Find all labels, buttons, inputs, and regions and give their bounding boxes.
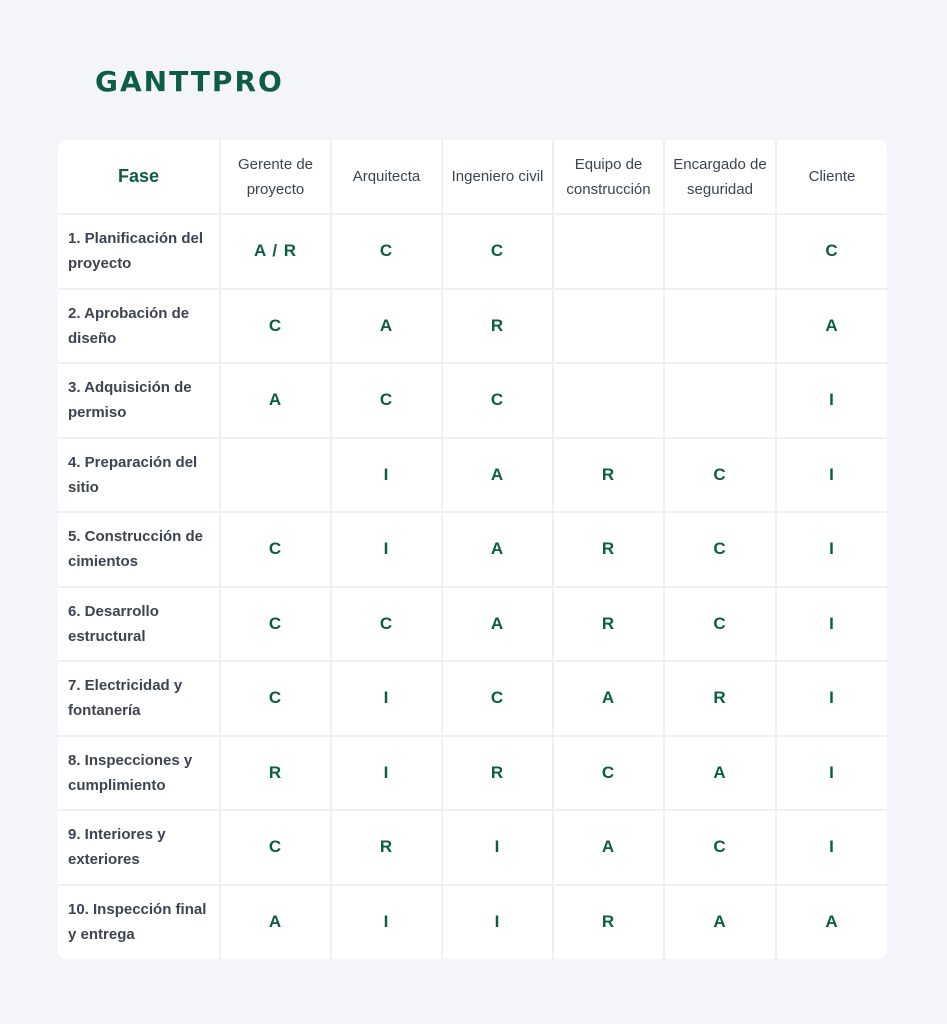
phase-cell: 7. Electricidad y fontanería xyxy=(58,661,220,736)
role-cell-project-manager: C xyxy=(220,587,331,662)
raci-matrix-table xyxy=(58,140,887,959)
phase-cell: 1. Planificación del proyecto xyxy=(58,214,220,289)
table-row xyxy=(58,438,887,513)
role-cell-architect: I xyxy=(331,512,442,587)
ganttpro-logo xyxy=(95,66,284,98)
role-cell-client: A xyxy=(776,885,887,960)
raci-table-card xyxy=(58,140,887,959)
role-cell-construction-team: R xyxy=(553,438,664,513)
table-row xyxy=(58,587,887,662)
header-architect: Arquitecta xyxy=(331,140,442,214)
table-row xyxy=(58,363,887,438)
role-cell-client: C xyxy=(776,214,887,289)
header-civil-engineer: Ingeniero civil xyxy=(442,140,553,214)
role-cell-construction-team: A xyxy=(553,810,664,885)
phase-cell: 8. Inspecciones y cumplimiento xyxy=(58,736,220,811)
role-cell-safety-officer: A xyxy=(664,885,776,960)
role-cell-client: I xyxy=(776,363,887,438)
role-cell-construction-team xyxy=(553,289,664,364)
role-cell-project-manager: C xyxy=(220,810,331,885)
role-cell-client: I xyxy=(776,736,887,811)
role-cell-construction-team: R xyxy=(553,512,664,587)
role-cell-civil-engineer: C xyxy=(442,214,553,289)
role-cell-construction-team: R xyxy=(553,885,664,960)
role-cell-safety-officer: C xyxy=(664,512,776,587)
role-cell-project-manager: A / R xyxy=(220,214,331,289)
role-cell-client: A xyxy=(776,289,887,364)
role-cell-safety-officer: C xyxy=(664,810,776,885)
role-cell-civil-engineer: A xyxy=(442,438,553,513)
role-cell-project-manager xyxy=(220,438,331,513)
role-cell-safety-officer: C xyxy=(664,438,776,513)
role-cell-client: I xyxy=(776,810,887,885)
header-row xyxy=(58,140,887,214)
header-safety-officer: Encargado de seguridad xyxy=(664,140,776,214)
table-row xyxy=(58,661,887,736)
role-cell-client: I xyxy=(776,438,887,513)
role-cell-safety-officer xyxy=(664,214,776,289)
phase-cell: 4. Preparación del sitio xyxy=(58,438,220,513)
role-cell-architect: I xyxy=(331,438,442,513)
role-cell-civil-engineer: I xyxy=(442,810,553,885)
role-cell-architect: I xyxy=(331,885,442,960)
header-construction-team: Equipo de construcción xyxy=(553,140,664,214)
role-cell-project-manager: C xyxy=(220,289,331,364)
role-cell-client: I xyxy=(776,512,887,587)
role-cell-architect: A xyxy=(331,289,442,364)
role-cell-civil-engineer: I xyxy=(442,885,553,960)
table-row xyxy=(58,810,887,885)
role-cell-client: I xyxy=(776,661,887,736)
role-cell-project-manager: A xyxy=(220,885,331,960)
role-cell-construction-team: C xyxy=(553,736,664,811)
role-cell-project-manager: C xyxy=(220,512,331,587)
role-cell-safety-officer: A xyxy=(664,736,776,811)
table-row xyxy=(58,289,887,364)
role-cell-architect: C xyxy=(331,587,442,662)
table-body xyxy=(58,214,887,959)
phase-cell: 10. Inspección final y entrega xyxy=(58,885,220,960)
phase-cell: 3. Adquisición de permiso xyxy=(58,363,220,438)
role-cell-safety-officer: C xyxy=(664,587,776,662)
role-cell-safety-officer xyxy=(664,289,776,364)
role-cell-project-manager: R xyxy=(220,736,331,811)
header-client: Cliente xyxy=(776,140,887,214)
role-cell-construction-team: R xyxy=(553,587,664,662)
role-cell-safety-officer xyxy=(664,363,776,438)
role-cell-civil-engineer: R xyxy=(442,736,553,811)
header-phase: Fase xyxy=(58,140,220,214)
role-cell-construction-team xyxy=(553,214,664,289)
role-cell-client: I xyxy=(776,587,887,662)
role-cell-civil-engineer: R xyxy=(442,289,553,364)
role-cell-safety-officer: R xyxy=(664,661,776,736)
role-cell-architect: R xyxy=(331,810,442,885)
phase-cell: 2. Aprobación de diseño xyxy=(58,289,220,364)
role-cell-civil-engineer: A xyxy=(442,587,553,662)
table-row xyxy=(58,736,887,811)
role-cell-architect: I xyxy=(331,736,442,811)
role-cell-civil-engineer: C xyxy=(442,363,553,438)
role-cell-construction-team xyxy=(553,363,664,438)
table-row xyxy=(58,885,887,960)
role-cell-civil-engineer: A xyxy=(442,512,553,587)
role-cell-project-manager: C xyxy=(220,661,331,736)
role-cell-construction-team: A xyxy=(553,661,664,736)
role-cell-architect: I xyxy=(331,661,442,736)
role-cell-architect: C xyxy=(331,363,442,438)
table-row xyxy=(58,512,887,587)
role-cell-civil-engineer: C xyxy=(442,661,553,736)
logo-text: GANTTPRO xyxy=(95,65,284,98)
header-project-manager: Gerente de proyecto xyxy=(220,140,331,214)
phase-cell: 9. Interiores y exteriores xyxy=(58,810,220,885)
phase-cell: 5. Construcción de cimientos xyxy=(58,512,220,587)
table-row xyxy=(58,214,887,289)
role-cell-project-manager: A xyxy=(220,363,331,438)
phase-cell: 6. Desarrollo estructural xyxy=(58,587,220,662)
role-cell-architect: C xyxy=(331,214,442,289)
